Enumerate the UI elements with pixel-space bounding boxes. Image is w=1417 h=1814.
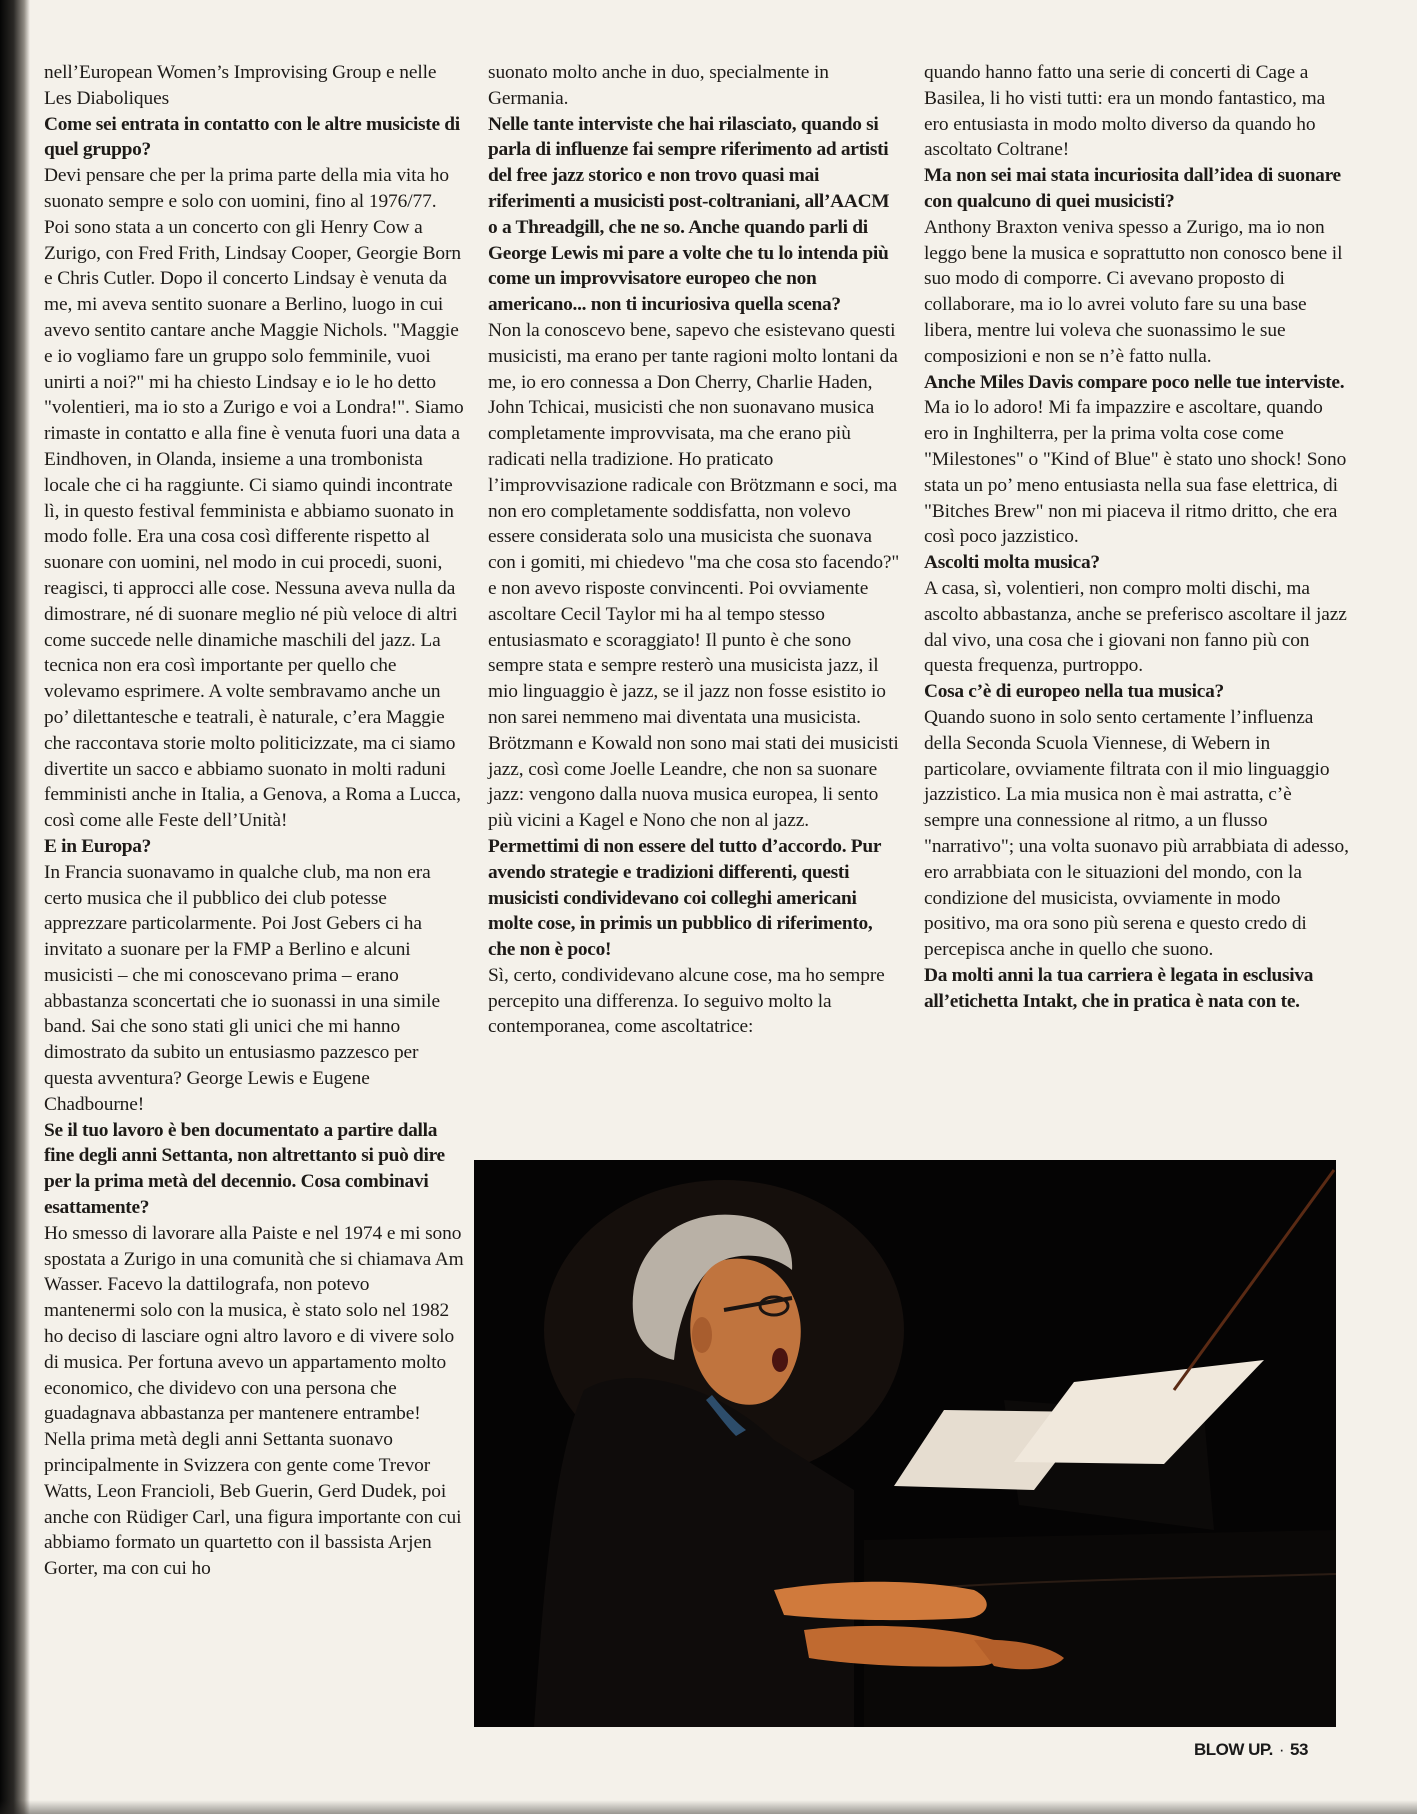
text-column-2 bbox=[488, 60, 900, 1040]
interview-answer: In Francia suonavamo in qualche club, ma non era certo musica che il pubblico dei club potesse apprezzare particolarmente. Poi Jost Gebers ci ha invitato a suonare per la FMP a Berlino e alcuni musicisti – che mi conoscevano prima – erano abbastanza sconcertati che io suonassi in una simile band. Sai che sono stati gli unici che mi hanno dimostrato da subito un entusiasmo pazzesco per questa avventura? George Lewis e Eugene Chadbourne! bbox=[44, 861, 440, 1115]
pianist-photo bbox=[474, 1160, 1336, 1727]
interview-answer: quando hanno fatto una serie di concerti di Cage a Basilea, li ho visti tutti: era un mondo fantastico, ma ero entusiasta in modo molto diverso da quando ho ascoltato Coltrane! bbox=[924, 62, 1326, 161]
interview-answer: Non la conoscevo bene, sapevo che esistevano questi musicisti, ma erano per tante ragioni molto lontani da me, io ero connessa a Don Cherry, Charlie Haden, John Tchicai, musicisti che non suonavano musica completamente improvvisata, ma che erano più radicati nella tradizione. Ho praticato l’improvvisazione radicale con Brötzmann e soci, ma non ero completamente soddisfatta, non volevo essere considerata solo una musicista che suonava con i gomiti, mi chiedevo "ma che cosa sto facendo?" e non avevo risposte convincenti. Poi ovviamente ascoltare Cecil Taylor mi ha al tempo stesso entusiasmato e scoraggiato! Il punto è che sono sempre stata e sempre resterò una musicista jazz, il mio linguaggio è jazz, se il jazz non fosse esistito io non sarei nemmeno mai diventata una musicista. Brötzmann e Kowald non sono mai stati dei musicisti jazz, così come Joelle Leandre, che non sa suonare jazz: vengono dalla nuova musica europea, li sento più vicini a Kagel e Nono che non al jazz. bbox=[488, 319, 900, 832]
page-number: 53 bbox=[1289, 1740, 1308, 1759]
interview-answer: Ho smesso di lavorare alla Paiste e nel 1974 e mi sono spostata a Zurigo in una comunità che si chiamava Am Wasser. Facevo la dattilografa, non potevo mantenermi solo con la musica, è stato solo nel 1982 ho deciso di lasciare ogni altro lavoro e di vivere solo di musica. Per fortuna avevo un appartamento molto economico, che dividevo con una persona che guadagnava abbastanza per mantenere entrambe! Nella prima metà degli anni Settanta suonavo principalmente in Svizzera con gente come Trevor Watts, Leon Francioli, Beb Guerin, Gerd Dudek, poi anche con Rüdiger Carl, una figura importante con cui abbiamo formato un quartetto con il bassista Arjen Gorter, ma con cui ho bbox=[44, 1222, 464, 1580]
page-bottom-shadow bbox=[0, 1800, 1417, 1814]
interview-question: E in Europa? bbox=[44, 835, 152, 857]
interview-answer: suonato molto anche in duo, specialmente in Germania. bbox=[488, 62, 829, 109]
interview-question: Anche Miles Davis compare poco nelle tue interviste. bbox=[924, 371, 1345, 393]
interview-question: Permettimi di non essere del tutto d’accordo. Pur avendo strategie e tradizioni differenti, questi musicisti condividevano coi colleghi americani molte cose, in primis un pubblico di riferimento, che non è poco! bbox=[488, 835, 881, 961]
interview-question: Ascolti molta musica? bbox=[924, 552, 1100, 574]
interview-question: Come sei entrata in contatto con le altre musiciste di quel gruppo? bbox=[44, 113, 460, 161]
interview-question: Da molti anni la tua carriera è legata in esclusiva all’etichetta Intakt, che in pratica è nata con te. bbox=[924, 964, 1314, 1012]
interview-question: Ma non sei mai stata incuriosita dall’idea di suonare con qualcuno di quei musicisti? bbox=[924, 165, 1341, 212]
interview-answer: Quando suono in solo sento certamente l’influenza della Seconda Scuola Viennese, di Webern in particolare, ovviamente filtrata con il mio linguaggio jazzistico. La mia musica non è mai astratta, c’è sempre una connessione al ritmo, a un flusso "narrativo"; una volta suonavo più arrabbiata di adesso, ero arrabbiata con le situazioni del mondo, con la condizione del musicista, ovviamente in modo positivo, ma ora sono più serena e questo credo di percepisca anche in quello che suono. bbox=[924, 706, 1349, 961]
interview-answer: A casa, sì, volentieri, non compro molti dischi, ma ascolto abbastanza, anche se preferisco ascoltare il jazz dal vivo, una cosa che i giovani non fanno più con questa frequenza, purtroppo. bbox=[924, 577, 1347, 677]
footer-separator: · bbox=[1278, 1740, 1284, 1759]
interview-answer: Sì, certo, condividevano alcune cose, ma ho sempre percepito una differenza. Io seguivo molto la contemporanea, come ascoltatrice: bbox=[488, 964, 885, 1038]
text-column-1 bbox=[44, 60, 464, 1582]
interview-question: Nelle tante interviste che hai rilasciato, quando si parla di influenze fai sempre riferimento ad artisti del free jazz storico e non trovo quasi mai riferimenti a musicisti post-coltraniani, all’AACM o a Threadgill, che ne so. Anche quando parli di George Lewis mi pare a volte che tu lo intenda più come un improvvisatore europeo che non americano... non ti incuriosiva quella scena? bbox=[488, 113, 890, 316]
interview-answer: Devi pensare che per la prima parte della mia vita ho suonato sempre e solo con uomini, fino al 1976/77. Poi sono stata a un concerto con gli Henry Cow a Zurigo, con Fred Frith, Lindsay Cooper, Georgie Born e Chris Cutler. Dopo il concerto Lindsay è venuta da me, mi aveva sentito suonare a Berlino, luogo in cui avevo sentito cantare anche Maggie Nichols. "Maggie e io vogliamo fare un gruppo solo femminile, vuoi unirti a noi?" mi ha chiesto Lindsay e io le ho detto "volentieri, ma io sto a Zurigo e voi a Londra!". Siamo rimaste in contatto e alla fine è venuta fuori una data a Eindhoven, in Olanda, insieme a una trombonista locale che ci ha raggiunte. Ci siamo quindi incontrate lì, in questo festival femminista e abbiamo suonato in modo folle. Era una cosa così differente rispetto al suonare con uomini, nel modo in cui procedi, suoni, reagisci, ti approcci alle cose. Nessuna aveva nulla da dimostrare, né di suonare meglio né più veloce di altri come succede nelle dinamiche maschili del jazz. La tecnica non era così importante per quello che volevamo esprimere. A volte sembravamo anche un po’ dilettantesche e teatrali, è naturale, c’era Maggie che raccontava storie molto politicizzate, ma ci siamo divertite un sacco e abbiamo suonato in molti raduni femministi anche in Italia, a Genova, a Roma a Lucca, così come alle Feste dell’Unità! bbox=[44, 165, 464, 832]
interview-answer: Anthony Braxton veniva spesso a Zurigo, ma io non leggo bene la musica e soprattutto non conosco bene il suo modo di comporre. Ci avevano proposto di collaborare, ma io lo avrei voluto fare su una base libera, mentre lui voleva che suonassimo le sue composizioni e non se n’è fatto nulla. bbox=[924, 216, 1343, 367]
interview-question: Se il tuo lavoro è ben documentato a partire dalla fine degli anni Settanta, non altrettanto si può dire per la prima metà del decennio. Cosa combinavi esattamente? bbox=[44, 1119, 445, 1219]
page-footer bbox=[1194, 1740, 1308, 1760]
text-column-3 bbox=[924, 60, 1349, 1014]
magazine-name: BLOW UP. bbox=[1194, 1740, 1273, 1759]
page-spine-shadow bbox=[0, 0, 30, 1814]
interview-answer: nell’European Women’s Improvising Group e nelle Les Diaboliques bbox=[44, 62, 437, 109]
interview-answer: Ma io lo adoro! Mi fa impazzire e ascoltare, quando ero in Inghilterra, per la prima volta cose come "Milestones" o "Kind of Blue" è stato uno shock! Sono stata un po’ meno entusiasta nella sua fase elettrica, di "Bitches Brew" non mi piaceva il ritmo dritto, che era così poco jazzistico. bbox=[924, 397, 1347, 548]
interview-question: Cosa c’è di europeo nella tua musica? bbox=[924, 681, 1224, 703]
